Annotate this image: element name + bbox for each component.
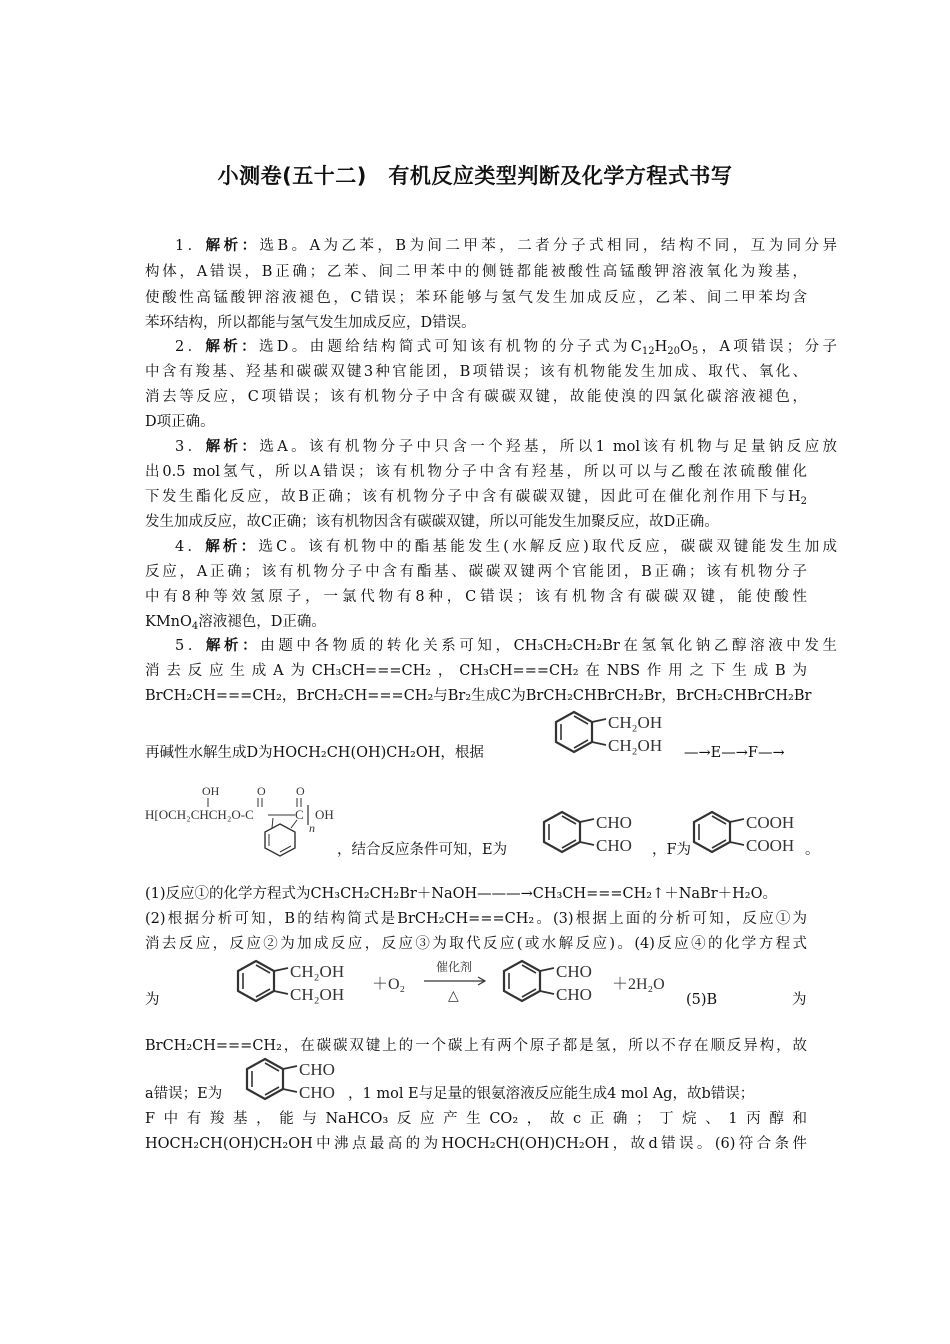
polymer-main-label: H[OCH₂CHCH₂O-C <box>145 807 254 822</box>
q5-line-9-end: 为 <box>792 992 807 1008</box>
polymer-c2-label: C <box>295 807 304 822</box>
q3-line-1: 3．解析：选A。该有机物分子中只含一个羟基，所以1 mol该有机物与足量钠反应放 <box>175 439 838 455</box>
q5-arrow-sequence: —→E—→F—→ <box>684 745 785 761</box>
dial-top-label: CHO <box>596 813 632 832</box>
q5-line-10: BrCH₂CH===CH₂，在碳碳双键上的一个碳上有两个原子都是氢，所以不存在顺反异构，故 <box>145 1038 807 1054</box>
q2-line-1: 2．解析：选D。由题给结构简式可知该有机物的分子式为$C_{12}H_{20}O_5$，A项错误；分子 <box>175 339 837 357</box>
q1-line-2: 构体，A错误，B正确；乙苯、间二甲苯中的侧链都能被酸性高锰酸钾溶液氧化为羧基， <box>145 264 807 280</box>
q2-line-4: D项正确。 <box>145 414 215 430</box>
q5-line-4: 再碱性水解生成D为HOCH₂CH(OH)CH₂OH，根据 <box>145 745 484 761</box>
q2-line-3: 消去等反应，C项错误；该有机物分子中含有碳碳双键，故能使溴的四氯化碳溶液褪色， <box>145 389 807 405</box>
q5-line-9-start: 为 <box>145 992 160 1008</box>
benzenedimethanol-structure <box>552 708 682 758</box>
polymer-oh-label: OH <box>202 784 220 798</box>
phthalaldehyde-structure-2 <box>243 1055 348 1105</box>
q5-line-8: 消去反应，反应②为加成反应，反应③为取代反应(或水解反应)。(4)反应④的化学方程式 <box>145 936 807 952</box>
phthalic-acid-structure <box>690 808 805 858</box>
polymer-o2-label: O <box>296 784 305 798</box>
acid-bottom-label: COOH <box>746 836 795 855</box>
q1-line-1: 1．解析：选B。A为乙苯，B为间二甲苯，二者分子式相同，结构不同，互为同分异 <box>175 238 838 254</box>
q5-line-6: (1)反应①的化学方程式为CH₃CH₂CH₂Br＋NaOH———→CH₃CH===CH₂↑＋NaBr＋H₂O。 <box>145 886 778 902</box>
q5-line-1: 5．解析：由题中各物质的转化关系可知，CH₃CH₂CH₂Br在氢氧化钠乙醇溶液中发生 <box>175 638 837 654</box>
q5-line-5-end: 。 <box>805 842 820 858</box>
diol-top-label: CH₂OH <box>608 713 663 732</box>
acid-top-label: COOH <box>746 813 795 832</box>
q5-line-5: ，结合反应条件可知，E为 <box>337 842 508 858</box>
dial2-top-label: CHO <box>299 1060 335 1079</box>
phthalaldehyde-structure <box>540 808 645 858</box>
q4-line-4: KMnO$_4$溶液褪色，D正确。 <box>145 614 326 632</box>
q2-line-2: 中含有羧基、羟基和碳碳双键3种官能团，B项错误；该有机物能发生加成、取代、氧化、 <box>145 364 807 380</box>
eq-diol-bottom: CH₂OH <box>290 985 345 1004</box>
q4-line-1: 4．解析：选C。该有机物中的酯基能发生(水解反应)取代反应，碳碳双键能发生加成 <box>175 539 838 555</box>
q5-line-11-start: a错误；E为 <box>145 1086 223 1102</box>
polymer-structure <box>145 780 345 860</box>
q3-line-3: 下发生酯化反应，故B正确；该有机物分子中含有碳碳双键，因此可在催化剂作用下与$H_2$ <box>145 489 807 507</box>
eq-plus-o2: ＋O₂ <box>372 976 406 993</box>
q3-line-4: 发生加成反应，故C正确；该有机物因含有碳碳双键，所以可能发生加聚反应，故D正确。 <box>145 514 719 530</box>
dial2-bottom-label: CHO <box>299 1083 335 1102</box>
eq-diol-top: CH₂OH <box>290 962 345 981</box>
q3-line-2: 出0.5 mol氢气，所以A错误；该有机物分子中含有羟基，所以可以与乙酸在浓硫酸催化 <box>145 464 807 480</box>
q5-line-13: HOCH₂CH(OH)CH₂OH中沸点最高的为HOCH₂CH(OH)CH₂OH，故d错误。(6)符合条件 <box>145 1136 807 1152</box>
q4-line-3: 中有8种等效氢原子，一氯代物有8种，C错误；该有机物含有碳碳双键，能使酸性 <box>145 589 807 605</box>
q1-line-4: 苯环结构，所以都能与氢气发生加成反应，D错误。 <box>145 315 476 331</box>
eq-heat: △ <box>448 989 459 1004</box>
q4-line-2: 反应，A正确；该有机物分子中含有酯基、碳碳双键两个官能团，B正确；该有机物分子 <box>145 564 807 580</box>
q1-line-3: 使酸性高锰酸钾溶液褪色，C错误；苯环能够与氢气发生加成反应，乙苯、间二甲苯均含 <box>145 290 807 306</box>
polymer-end-label: OH <box>315 807 334 822</box>
diol-bottom-label: CH₂OH <box>608 736 663 755</box>
q5-line-11: ，1 mol E与足量的银氨溶液反应能生成4 mol Ag，故b错误； <box>348 1086 755 1102</box>
eq-dial-top: CHO <box>556 962 592 981</box>
q5-line-3: BrCH₂CH===CH₂，BrCH₂CH===CH₂与Br₂生成C为BrCH₂CHBrCH₂Br，BrCH₂CHBrCH₂Br <box>145 688 812 704</box>
q5-line-7: (2)根据分析可知，B的结构简式是BrCH₂CH===CH₂。(3)根据上面的分析可知，反应①为 <box>145 911 807 927</box>
eq-plus-water: ＋2H₂O <box>612 976 665 993</box>
eq-catalyst: 催化剂 <box>436 960 473 974</box>
eq-dial-bottom: CHO <box>556 985 592 1004</box>
q5-line-9-b: (5)B <box>686 992 718 1008</box>
page-title: 小测卷(五十二) 有机反应类型判断及化学方程式书写 <box>217 164 733 188</box>
q5-line-12: F中有羧基，能与NaHCO₃反应产生CO₂，故c正确；丁烷、1丙醇和 <box>145 1111 807 1127</box>
dial-bottom-label: CHO <box>596 836 632 855</box>
polymer-o1-label: O <box>257 784 266 798</box>
q5-line-2: 消去反应生成A为CH₃CH===CH₂，CH₃CH===CH₂在NBS作用之下生成B为 <box>145 663 807 679</box>
polymer-n-label: n <box>309 821 315 835</box>
q5-line-5-f: ，F为 <box>652 842 692 858</box>
reaction-4-equation <box>232 955 692 1010</box>
